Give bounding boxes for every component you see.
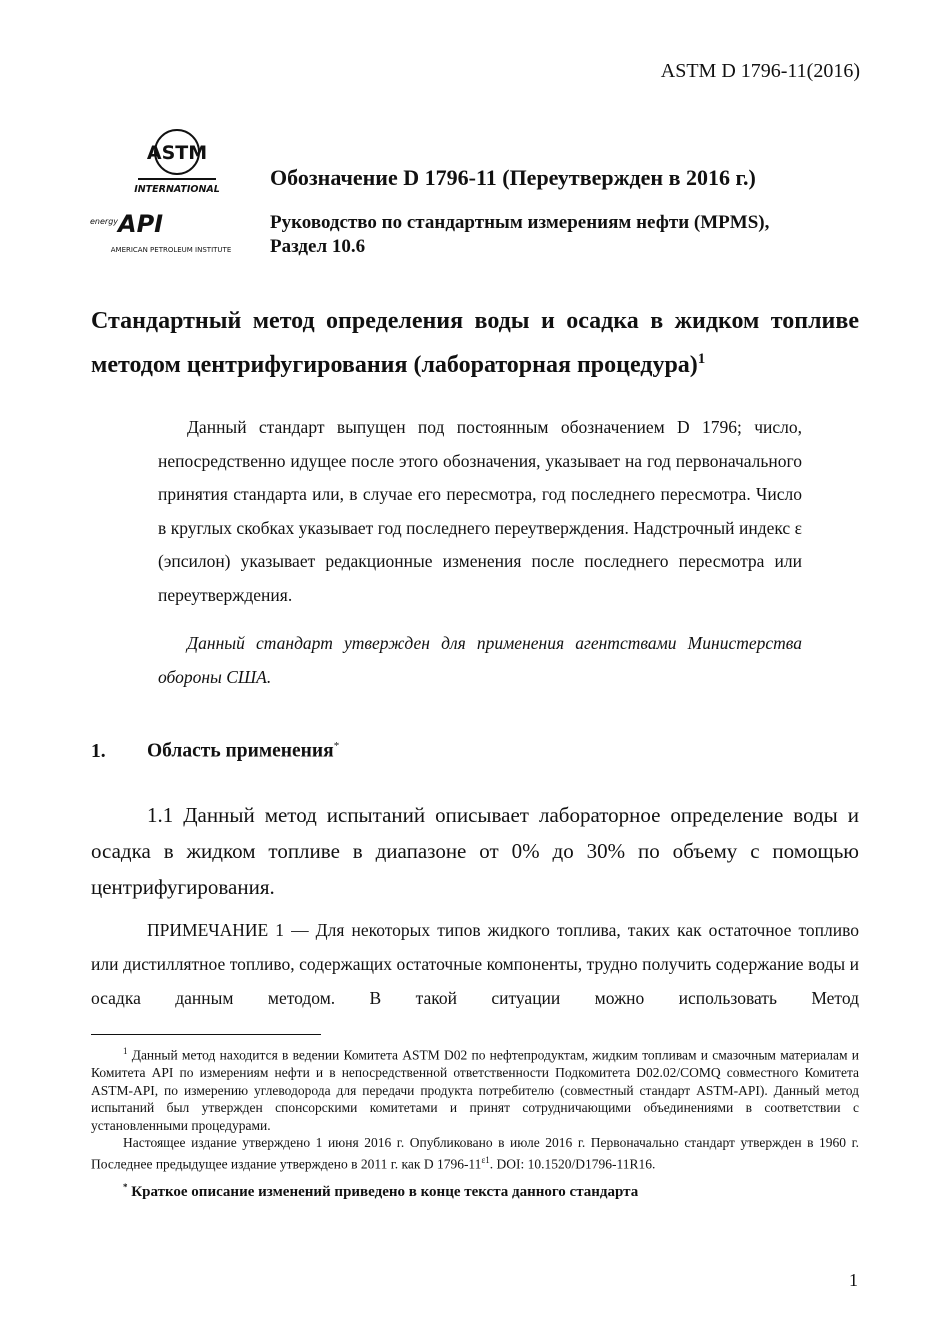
section-number: 1. — [91, 740, 106, 762]
svg-text:AMERICAN PETROLEUM INSTITUTE: AMERICAN PETROLEUM INSTITUTE — [110, 246, 232, 254]
mpms-line-1: Руководство по стандартным измерениям нефти (MPMS), — [270, 212, 770, 233]
footnote-star-mark: * — [123, 1181, 128, 1192]
svg-text:API: API — [118, 210, 164, 238]
title-text: Стандартный метод определения воды и осадка в жидком топливе методом центрифугирования (лабораторная процедура) — [91, 308, 859, 378]
footnote-star — [91, 1179, 859, 1202]
edition-text: Настоящее издание утверждено 1 июня 2016 г. Опубликовано в июле 2016 г. Первоначально стандарт утвержден в 1960 г. Последнее предыдущее издание утверждено в 2011 г. как D 1796-11 — [91, 1135, 859, 1171]
notice-paragraph-defense: Данный стандарт утвержден для применения агентствами Министерства обороны США. — [158, 633, 802, 687]
svg-text:INTERNATIONAL: INTERNATIONAL — [134, 184, 220, 195]
footnotes — [91, 1043, 859, 1201]
designation-heading: Обозначение D 1796-11 (Переутвержден в 2016 г.) — [270, 165, 756, 190]
document-title — [91, 302, 859, 384]
footnote-star-text: Краткое описание изменений приведено в конце текста данного стандарта — [131, 1183, 639, 1200]
mpms-subheading — [270, 211, 870, 259]
mpms-line-2: Раздел 10.6 — [270, 236, 366, 257]
footnote-divider — [91, 1034, 321, 1035]
edition-epsilon-mark: ε1 — [481, 1154, 490, 1165]
paragraph-1-1: 1.1 Данный метод испытаний описывает лабораторное определение воды и осадка в жидком топливе в диапазоне от 0% до 30% по объему с помощью центрифугирования. — [91, 803, 859, 899]
footnote-1-text: Данный метод находится в ведении Комитета ASTM D02 по нефтепродуктам, жидким топливам и смазочным материалам и Комитета API по измерениям нефти и в непосредственной ответственности Подкомитета D02.02/COMQ совместного Комитета ASTM-API, по измерению углеводорода для передачи продукта потребителю (совместный стандарт ASTM-API). Данный метод испытаний был утвержден спонсорскими комитетами и принят сотрудничающими объединениями в соответствии с установленными процедурами. — [91, 1047, 859, 1133]
svg-text:ASTM: ASTM — [146, 142, 208, 164]
footnote-edition — [91, 1134, 859, 1173]
standard-notice — [158, 411, 802, 694]
notice-paragraph-designation: Данный стандарт выпущен под постоянным обозначением D 1796; число, непосредственно идущее после этого обозначения, указывает на год первоначального принятия стандарта или, в случае его пересмотра, год последнего пересмотра. Число в круглых скобках указывает год последнего переутверждения. Надстрочный индекс ε (эпсилон) указывает редакционные изменения после последнего пересмотра или переутверждения. — [158, 417, 802, 605]
note-1: ПРИМЕЧАНИЕ 1 — Для некоторых типов жидкого топлива, таких как остаточное топливо или дистиллятное топливо, содержащих остаточные компоненты, трудно получить содержание воды и осадка данным методом. В такой ситуации можно использовать Метод — [91, 920, 859, 1008]
footnote-1 — [91, 1043, 859, 1134]
api-logo — [88, 208, 254, 262]
scope-paragraph — [91, 797, 859, 905]
footnote-1-mark: 1 — [123, 1046, 128, 1056]
document-id: ASTM D 1796-11(2016) — [660, 60, 860, 82]
section-heading-scope — [91, 740, 339, 763]
section-title: Область применения — [147, 740, 334, 762]
svg-text:energy: energy — [90, 217, 119, 226]
edition-doi: . DOI: 10.1520/D1796-11R16. — [489, 1156, 656, 1171]
section-footnote-mark: * — [333, 740, 340, 752]
page-number: 1 — [849, 1270, 858, 1290]
astm-logo — [134, 126, 220, 196]
note-paragraph — [91, 913, 859, 1015]
title-footnote-mark: 1 — [697, 351, 706, 367]
